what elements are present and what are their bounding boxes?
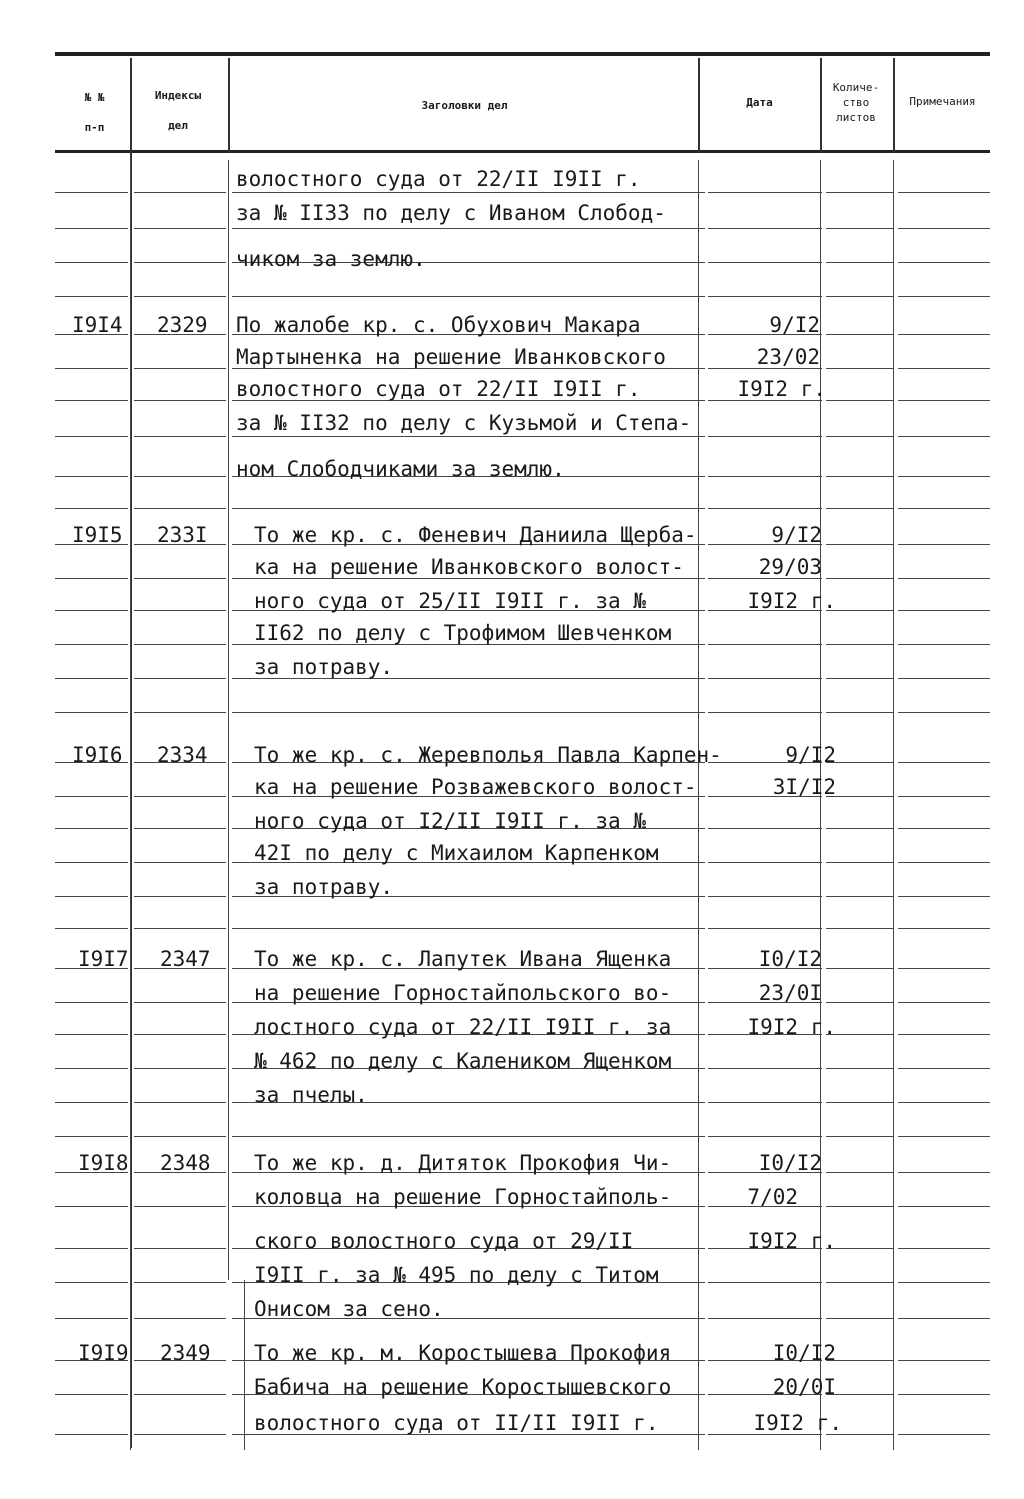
ruled-line xyxy=(55,862,128,863)
ruled-line xyxy=(134,928,226,929)
entry-date-line: 23/02 xyxy=(756,345,820,369)
ruled-line xyxy=(134,368,226,369)
ruled-line xyxy=(55,1394,128,1395)
entry-number: I9I6 xyxy=(72,743,123,767)
ruled-line xyxy=(826,862,893,863)
ruled-line xyxy=(134,1136,226,1137)
ruled-line xyxy=(826,296,893,297)
continuation-line-3: чиком за землю. xyxy=(236,247,426,271)
entry-title-line: на решение Горностайпольского во- xyxy=(254,981,672,1005)
ruled-column-line xyxy=(130,160,131,1450)
header-index-top: Индексы xyxy=(154,89,202,102)
ruled-line xyxy=(232,712,705,713)
ruled-line xyxy=(134,508,226,509)
ruled-line xyxy=(708,1136,822,1137)
ruled-line xyxy=(134,1394,226,1395)
ruled-line xyxy=(55,610,128,611)
ruled-line xyxy=(826,1394,893,1395)
entry-number: I9I8 xyxy=(78,1151,129,1175)
ruled-line xyxy=(898,192,990,193)
ruled-line xyxy=(708,436,822,437)
ruled-line xyxy=(898,436,990,437)
ruled-line xyxy=(898,796,990,797)
ruled-line xyxy=(134,896,226,897)
ruled-line xyxy=(898,1394,990,1395)
entry-title-line: ного суда от I2/II I9II г. за № xyxy=(254,809,646,833)
column-divider-2 xyxy=(228,58,230,153)
ruled-line xyxy=(898,544,990,545)
ruled-line xyxy=(134,1034,226,1035)
continuation-line-1: волостного суда от 22/II I9II г. xyxy=(236,167,641,191)
ruled-line xyxy=(898,476,990,477)
entry-title-line: Мартыненка на решение Иванковского xyxy=(236,345,666,369)
ruled-line xyxy=(898,1034,990,1035)
header-titles: Заголовки дел xyxy=(421,99,508,112)
entry-date-line: 23/0I xyxy=(758,981,822,1005)
entry-title-line: Онисом за сено. xyxy=(254,1297,444,1321)
entry-date-line: 9/I2 xyxy=(785,743,836,767)
ruled-line xyxy=(55,400,128,401)
ruled-line xyxy=(898,862,990,863)
entry-title-line: ка на решение Розважевского волост- xyxy=(254,775,697,799)
ruled-line xyxy=(898,400,990,401)
entry-index: 2329 xyxy=(157,313,208,337)
ruled-line xyxy=(898,1172,990,1173)
ruled-line xyxy=(898,968,990,969)
ruled-line xyxy=(232,1136,705,1137)
continuation-line-2: за № II33 по делу с Иваном Слобод- xyxy=(236,201,666,225)
ruled-column-line xyxy=(228,160,229,1280)
header-sheets-2: ство xyxy=(842,96,870,109)
ruled-line xyxy=(55,262,128,263)
entry-title-line: ном Слободчиками за землю. xyxy=(236,457,565,481)
ruled-line xyxy=(826,508,893,509)
entry-title-line: II62 по делу с Трофимом Шевченком xyxy=(254,621,672,645)
entry-date-line: 20/0I xyxy=(772,1375,836,1399)
column-divider-3 xyxy=(698,58,700,153)
ruled-line xyxy=(708,678,822,679)
ruled-line xyxy=(826,896,893,897)
ruled-line xyxy=(134,862,226,863)
ruled-line xyxy=(826,262,893,263)
entry-date-line: I9I2 г. xyxy=(753,1411,842,1435)
ruled-line xyxy=(55,828,128,829)
ruled-line xyxy=(55,476,128,477)
ruled-line xyxy=(826,1360,893,1361)
entry-title-line: за потраву. xyxy=(254,655,394,679)
entry-title-line: за пчелы. xyxy=(254,1083,368,1107)
ruled-column-line xyxy=(244,1280,245,1450)
entry-number: I9I4 xyxy=(72,313,123,337)
ruled-line xyxy=(55,436,128,437)
ruled-line xyxy=(898,1002,990,1003)
header-date: Дата xyxy=(746,96,773,109)
entry-index: 2348 xyxy=(160,1151,211,1175)
ruled-line xyxy=(55,928,128,929)
ruled-line xyxy=(232,296,705,297)
ruled-line xyxy=(708,712,822,713)
ruled-line xyxy=(898,1360,990,1361)
ruled-line xyxy=(708,644,822,645)
ruled-line xyxy=(708,476,822,477)
ruled-line xyxy=(898,1248,990,1249)
ruled-line xyxy=(232,508,705,509)
ruled-line xyxy=(134,1206,226,1207)
ruled-line xyxy=(898,712,990,713)
ruled-line xyxy=(708,862,822,863)
ruled-line xyxy=(898,1102,990,1103)
ruled-line xyxy=(826,228,893,229)
entry-number: I9I7 xyxy=(78,947,129,971)
ruled-line xyxy=(55,896,128,897)
entry-date-line: 9/I2 xyxy=(771,523,822,547)
header-sheets-1: Количе- xyxy=(832,81,880,94)
entry-date-line: I0/I2 xyxy=(758,1151,822,1175)
header-num-top: № № xyxy=(84,91,105,104)
header-bottom-rule xyxy=(55,150,990,153)
ruled-line xyxy=(898,1136,990,1137)
ruled-line xyxy=(134,1248,226,1249)
ruled-line xyxy=(826,644,893,645)
ruled-line xyxy=(826,1318,893,1319)
ruled-line xyxy=(708,828,822,829)
header-sheets-3: листов xyxy=(836,111,876,124)
ruled-line xyxy=(826,476,893,477)
ruled-line xyxy=(55,1206,128,1207)
ruled-line xyxy=(55,1318,128,1319)
ruled-line xyxy=(55,1102,128,1103)
entry-date-line: I0/I2 xyxy=(758,947,822,971)
ruled-line xyxy=(826,1248,893,1249)
ruled-line xyxy=(826,1282,893,1283)
ruled-line xyxy=(55,192,128,193)
entry-date-line: 3I/I2 xyxy=(772,775,836,799)
ruled-line xyxy=(708,262,822,263)
ruled-line xyxy=(826,1002,893,1003)
entry-title-line: По жалобе кр. с. Обухович Макара xyxy=(236,313,641,337)
column-divider-4 xyxy=(820,58,822,153)
ruled-line xyxy=(826,334,893,335)
entry-title-line: ного суда от 25/II I9II г. за № xyxy=(254,589,646,613)
ruled-line xyxy=(898,678,990,679)
ruled-line xyxy=(134,1318,226,1319)
entry-title-line: за потраву. xyxy=(254,875,394,899)
ruled-line xyxy=(898,508,990,509)
ruled-line xyxy=(898,828,990,829)
ruled-line xyxy=(898,296,990,297)
entry-title-line: волостного суда от II/II I9II г. xyxy=(254,1411,659,1435)
ruled-line xyxy=(134,296,226,297)
ruled-line xyxy=(826,578,893,579)
ruled-line xyxy=(826,762,893,763)
entry-title-line: То же кр. с. Феневич Даниила Щерба- xyxy=(254,523,697,547)
ruled-line xyxy=(898,762,990,763)
ruled-line xyxy=(898,262,990,263)
ruled-line xyxy=(134,1434,226,1435)
ruled-line xyxy=(708,1282,822,1283)
ruled-line xyxy=(134,578,226,579)
ruled-line xyxy=(708,296,822,297)
entry-date-line: 7/02 xyxy=(747,1185,798,1209)
entry-date-line: 9/I2 xyxy=(769,313,820,337)
entry-number: I9I9 xyxy=(78,1341,129,1365)
ruled-line xyxy=(826,192,893,193)
ruled-line xyxy=(55,796,128,797)
ruled-line xyxy=(708,928,822,929)
header-index-bottom: дел xyxy=(168,119,188,132)
header-top-rule xyxy=(55,52,990,56)
ruled-line xyxy=(134,644,226,645)
entry-title-line: То же кр. с. Жеревполья Павла Карпен- xyxy=(254,743,722,767)
ruled-line xyxy=(708,192,822,193)
ruled-line xyxy=(898,578,990,579)
ruled-line xyxy=(134,228,226,229)
ruled-line xyxy=(898,368,990,369)
header-notes: Примечания xyxy=(909,95,976,108)
ruled-line xyxy=(55,678,128,679)
ruled-line xyxy=(55,1434,128,1435)
entry-title-line: То же кр. с. Лапутек Ивана Ященка xyxy=(254,947,672,971)
entry-title-line: I9II г. за № 495 по делу с Титом xyxy=(254,1263,659,1287)
ruled-line xyxy=(134,828,226,829)
entry-index: 2347 xyxy=(160,947,211,971)
ruled-line xyxy=(898,228,990,229)
ruled-line xyxy=(134,192,226,193)
ruled-line xyxy=(898,334,990,335)
ruled-line xyxy=(55,296,128,297)
entry-title-line: То же кр. д. Дитяток Прокофия Чи- xyxy=(254,1151,672,1175)
entry-date-line: I9I2 г. xyxy=(747,589,836,613)
entry-title-line: То же кр. м. Коростышева Прокофия xyxy=(254,1341,672,1365)
ruled-line xyxy=(55,1136,128,1137)
ruled-line xyxy=(134,712,226,713)
ruled-line xyxy=(134,678,226,679)
ruled-line xyxy=(134,400,226,401)
ruled-line xyxy=(55,644,128,645)
ruled-line xyxy=(826,1068,893,1069)
ruled-line xyxy=(134,1282,226,1283)
column-divider-5 xyxy=(893,58,895,153)
entry-index: 2334 xyxy=(157,743,208,767)
entry-title-line: ка на решение Иванковского волост- xyxy=(254,555,684,579)
ruled-line xyxy=(826,828,893,829)
ruled-line xyxy=(898,896,990,897)
ruled-line xyxy=(898,1068,990,1069)
header-num-bottom: п-п xyxy=(84,121,105,134)
ruled-line xyxy=(134,610,226,611)
entry-title-line: Бабича на решение Коростышевского xyxy=(254,1375,672,1399)
entry-title-line: коловца на решение Горностайполь- xyxy=(254,1185,672,1209)
entry-title-line: за № II32 по делу с Кузьмой и Степа- xyxy=(236,411,692,435)
ruled-line xyxy=(134,1102,226,1103)
ruled-line xyxy=(55,1034,128,1035)
ruled-line xyxy=(826,1102,893,1103)
ruled-line xyxy=(898,1318,990,1319)
ruled-line xyxy=(232,928,705,929)
ruled-line xyxy=(134,476,226,477)
entry-title-line: волостного суда от 22/II I9II г. xyxy=(236,377,641,401)
ruled-line xyxy=(826,368,893,369)
ruled-line xyxy=(826,928,893,929)
ruled-line xyxy=(55,712,128,713)
entry-title-line: 42I по делу с Михаилом Карпенком xyxy=(254,841,659,865)
ruled-line xyxy=(898,1434,990,1435)
ruled-line xyxy=(134,262,226,263)
ruled-line xyxy=(826,796,893,797)
ruled-line xyxy=(826,1136,893,1137)
ruled-line xyxy=(826,400,893,401)
entry-index: 2349 xyxy=(160,1341,211,1365)
ruled-line xyxy=(708,1102,822,1103)
ruled-line xyxy=(708,508,822,509)
entry-title-line: лостного суда от 22/II I9II г. за xyxy=(254,1015,672,1039)
ruled-line xyxy=(134,436,226,437)
ruled-line xyxy=(826,1172,893,1173)
ruled-column-line xyxy=(698,160,699,1450)
ruled-line xyxy=(55,228,128,229)
ruled-line xyxy=(898,610,990,611)
ruled-line xyxy=(55,578,128,579)
entry-title-line: № 462 по делу с Калеником Ященком xyxy=(254,1049,672,1073)
ruled-line xyxy=(134,796,226,797)
ruled-line xyxy=(134,1002,226,1003)
ruled-line xyxy=(898,928,990,929)
ruled-line xyxy=(826,544,893,545)
entry-title-line: ского волостного суда от 29/II xyxy=(254,1229,634,1253)
ruled-line xyxy=(708,228,822,229)
entry-number: I9I5 xyxy=(72,523,123,547)
ruled-line xyxy=(826,1206,893,1207)
entry-date-line: I9I2 г. xyxy=(737,377,826,401)
ruled-line xyxy=(826,968,893,969)
ruled-line xyxy=(898,1282,990,1283)
entry-date-line: I9I2 г. xyxy=(747,1229,836,1253)
ruled-line xyxy=(898,1206,990,1207)
ruled-line xyxy=(708,896,822,897)
entry-date-line: I0/I2 xyxy=(772,1341,836,1365)
ruled-line xyxy=(708,1068,822,1069)
ruled-line xyxy=(55,1282,128,1283)
ruled-line xyxy=(55,1002,128,1003)
ruled-line xyxy=(708,1318,822,1319)
ruled-line xyxy=(826,712,893,713)
ruled-line xyxy=(55,1248,128,1249)
ruled-line xyxy=(55,368,128,369)
entry-date-line: I9I2 г. xyxy=(747,1015,836,1039)
ruled-line xyxy=(898,644,990,645)
entry-index: 233I xyxy=(157,523,208,547)
ruled-line xyxy=(55,1068,128,1069)
ruled-line xyxy=(55,508,128,509)
ruled-column-line xyxy=(893,160,894,1450)
ruled-line xyxy=(826,678,893,679)
ruled-line xyxy=(134,1068,226,1069)
entry-date-line: 29/03 xyxy=(758,555,822,579)
ruled-line xyxy=(826,436,893,437)
ruled-line xyxy=(826,1034,893,1035)
ruled-line xyxy=(826,610,893,611)
